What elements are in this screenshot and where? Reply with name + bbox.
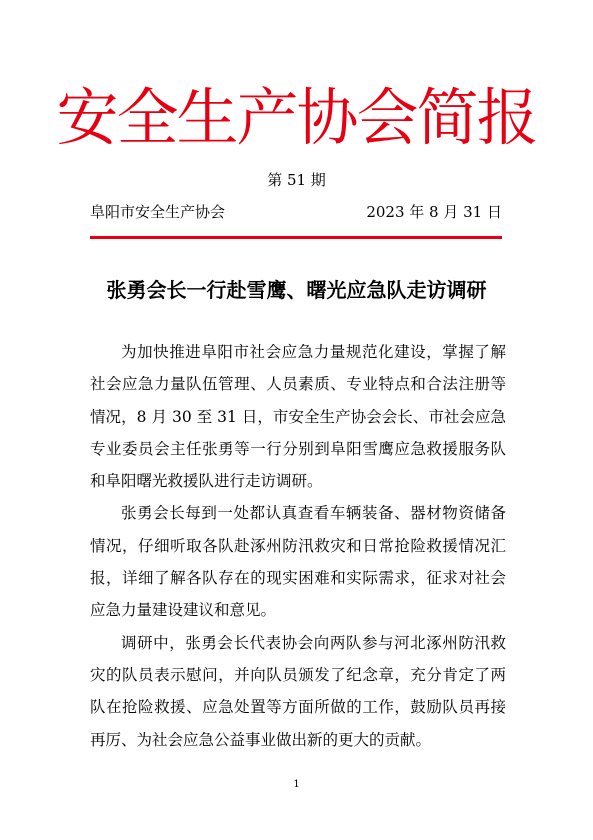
red-divider-rule <box>90 236 502 239</box>
masthead-title: 安全生产协会简报 <box>56 81 537 154</box>
publisher-organization: 阜阳市安全生产协会 <box>90 203 226 221</box>
article-paragraph-3: 调研中，张勇会长代表协会向两队参与河北涿州防汛救灾的队员表示慰问，并向队员颁发了纪念章，充分肯定了两队在抢险救援、应急处置等方面所做的工作，鼓励队员再接再厉、为社会应急公益事业做出新的更大的贡献。 <box>90 633 506 749</box>
meta-row <box>90 202 502 222</box>
page-number: 1 <box>293 779 300 790</box>
article-body <box>90 336 506 756</box>
article-headline: 张勇会长一行赴雪鹰、曙光应急队走访调研 <box>106 278 487 302</box>
publish-date: 2023 年 8 月 31 日 <box>366 203 502 221</box>
article-paragraph-1: 为加快推进阜阳市社会应急力量规范化建设，掌握了解社会应急力量队伍管理、人员素质、专业特点和合法注册等情况，8 月 30 至 31 日，市安全生产协会会长、市社会应急专业委员会主任张勇等一行分别到阜阳雪鹰应急救援服务队和阜阳曙光救援队进行走访调研。 <box>90 343 506 491</box>
article-paragraph-2: 张勇会长每到一处都认真查看车辆装备、器材物资储备情况，仔细听取各队赴涿州防汛救灾和日常抢险救援情况汇报，详细了解各队存在的现实困难和实际需求，征求对社会应急力量建设建议和意见。 <box>90 504 506 620</box>
issue-number: 第 51 期 <box>267 171 326 189</box>
